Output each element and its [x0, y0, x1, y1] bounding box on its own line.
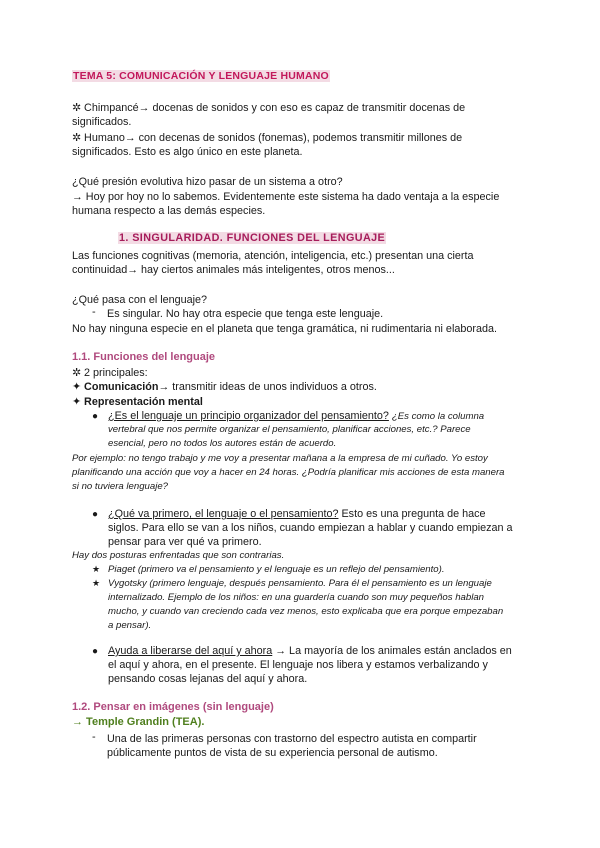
comunicacion-text: → transmitir ideas de unos individuos a otros.	[158, 381, 377, 393]
section1-dash-item: Es singular. No hay otra especie que tenga este lenguaje.	[107, 308, 384, 320]
intro-chimpance-line2: significados.	[72, 116, 132, 128]
q1-note-line3: esencial, pero no todos los autores están de acuerdo.	[108, 438, 337, 449]
example-line3: si no tuviera lenguaje?	[72, 481, 169, 492]
q3-line1	[108, 644, 528, 658]
q1-note-line2: vertebral que nos permite organizar el pensamiento, planificar acciones, etc.? Parece	[108, 424, 471, 435]
vygotsky-line1: Vygotsky (primero lenguaje, después pensamiento. Para él el pensamiento es un lenguaje	[108, 578, 492, 589]
q2-rest-line3: pensar para ver qué va primero.	[108, 536, 262, 548]
section1-question: ¿Qué pasa con el lenguaje?	[72, 294, 208, 306]
representacion-label: Representación mental	[84, 396, 203, 408]
q3-rest-line2: el aquí y ahora, en el presente. El lenguaje nos libera y estamos verbalizando y	[108, 659, 488, 671]
q3-rest-line1: → La mayoría de los animales están anclados en	[272, 645, 512, 657]
q1-note-line1: ¿Es como la columna	[391, 411, 485, 422]
star-icon: ★	[92, 578, 101, 588]
q2-question: ¿Qué va primero, el lenguaje o el pensamiento?	[108, 508, 339, 520]
temple-item-line1: Una de las primeras personas con trastorno del espectro autista en compartir	[107, 733, 477, 745]
intro-answer-line1: → Hoy por hoy no lo sabemos. Evidentemente este sistema ha dado ventaja a la especie	[72, 191, 500, 203]
intro-answer-line2: humana respecto a las demás especies.	[72, 205, 266, 217]
q3-heading: Ayuda a liberarse del aquí y ahora	[108, 645, 273, 657]
vygotsky-line3: mucho, y cuando van creciendo cada vez menos, esto explicaba que era porque empezaban	[108, 606, 504, 617]
bullet-dot-icon: ●	[92, 411, 99, 422]
subsection-1-2-heading: 1.2. Pensar en imágenes (sin lenguaje)	[72, 701, 274, 713]
bullet-dot-icon: ●	[92, 646, 99, 657]
bullet-dot-icon: ●	[92, 509, 99, 520]
subsection-1-1-heading: 1.1. Funciones del lenguaje	[72, 351, 216, 363]
posturas-line: Hay dos posturas enfrentadas que son contrarias.	[72, 550, 285, 561]
intro-chimpance-line1: ✲ Chimpancé→ docenas de sonidos y con eso es capaz de transmitir docenas de	[72, 102, 466, 114]
example-line2: planificando una acción que voy a hacer en 24 horas. ¿Podría planificar mis acciones de esta manera	[72, 467, 505, 478]
dash-bullet: -	[92, 731, 96, 743]
representacion-bullet	[72, 395, 528, 409]
q1-line1	[108, 409, 528, 424]
section1-p1-line1: Las funciones cognitivas (memoria, atención, inteligencia, etc.) presentan una cierta	[72, 250, 474, 262]
example-line1: Por ejemplo: no tengo trabajo y me voy a presentar mañana a la empresa de mi cuñado. Yo estoy	[72, 453, 488, 464]
vygotsky-line2: internalizado. Ejemplo de los niños: en una guardería cuando son muy pequeños hablan	[108, 592, 485, 603]
q2-rest-line2: siglos. Para ello se van a los niños, cuando empiezan a hablar y cuando empiezan a	[108, 522, 513, 534]
section1-p2: No hay ninguna especie en el planeta que tenga gramática, ni rudimentaria ni elaborada.	[72, 323, 497, 335]
q2-rest-line1: Esto es una pregunta de hace	[338, 508, 486, 520]
intro-question: ¿Qué presión evolutiva hizo pasar de un sistema a otro?	[72, 176, 343, 188]
sparkle-icon: ✦	[72, 381, 82, 393]
intro-humano-line1: ✲ Humano→ con decenas de sonidos (fonemas), podemos transmitir millones de	[72, 132, 463, 144]
dash-bullet: -	[92, 306, 96, 318]
q1-question: ¿Es el lenguaje un principio organizador del pensamiento?	[108, 410, 389, 422]
star-icon: ★	[92, 564, 101, 574]
comunicacion-bullet	[72, 380, 528, 394]
comunicacion-label: Comunicación	[84, 381, 159, 393]
principales-line: ✲ 2 principales:	[72, 367, 148, 379]
piaget-line: Piaget (primero va el pensamiento y el lenguaje es un reflejo del pensamiento).	[108, 564, 445, 575]
temple-item-line2: públicamente puntos de vista de su experiencia personal de autismo.	[107, 747, 438, 759]
q3-rest-line3: pensando cosas lejanas del aquí y ahora.	[108, 673, 308, 685]
vygotsky-line4: a pensar).	[108, 620, 152, 631]
q2-line1	[108, 507, 528, 521]
sparkle-icon: ✦	[72, 396, 82, 408]
section1-p1-line2: continuidad→ hay ciertos animales más inteligentes, otros menos...	[72, 264, 395, 276]
section-1-heading: 1. SINGULARIDAD. FUNCIONES DEL LENGUAJE	[119, 232, 386, 244]
temple-grandin-line: → Temple Grandin (TEA).	[72, 716, 205, 728]
page-title: TEMA 5: COMUNICACIÓN Y LENGUAJE HUMANO	[73, 70, 329, 82]
intro-humano-line2: significados. Esto es algo único en este planeta.	[72, 146, 303, 158]
